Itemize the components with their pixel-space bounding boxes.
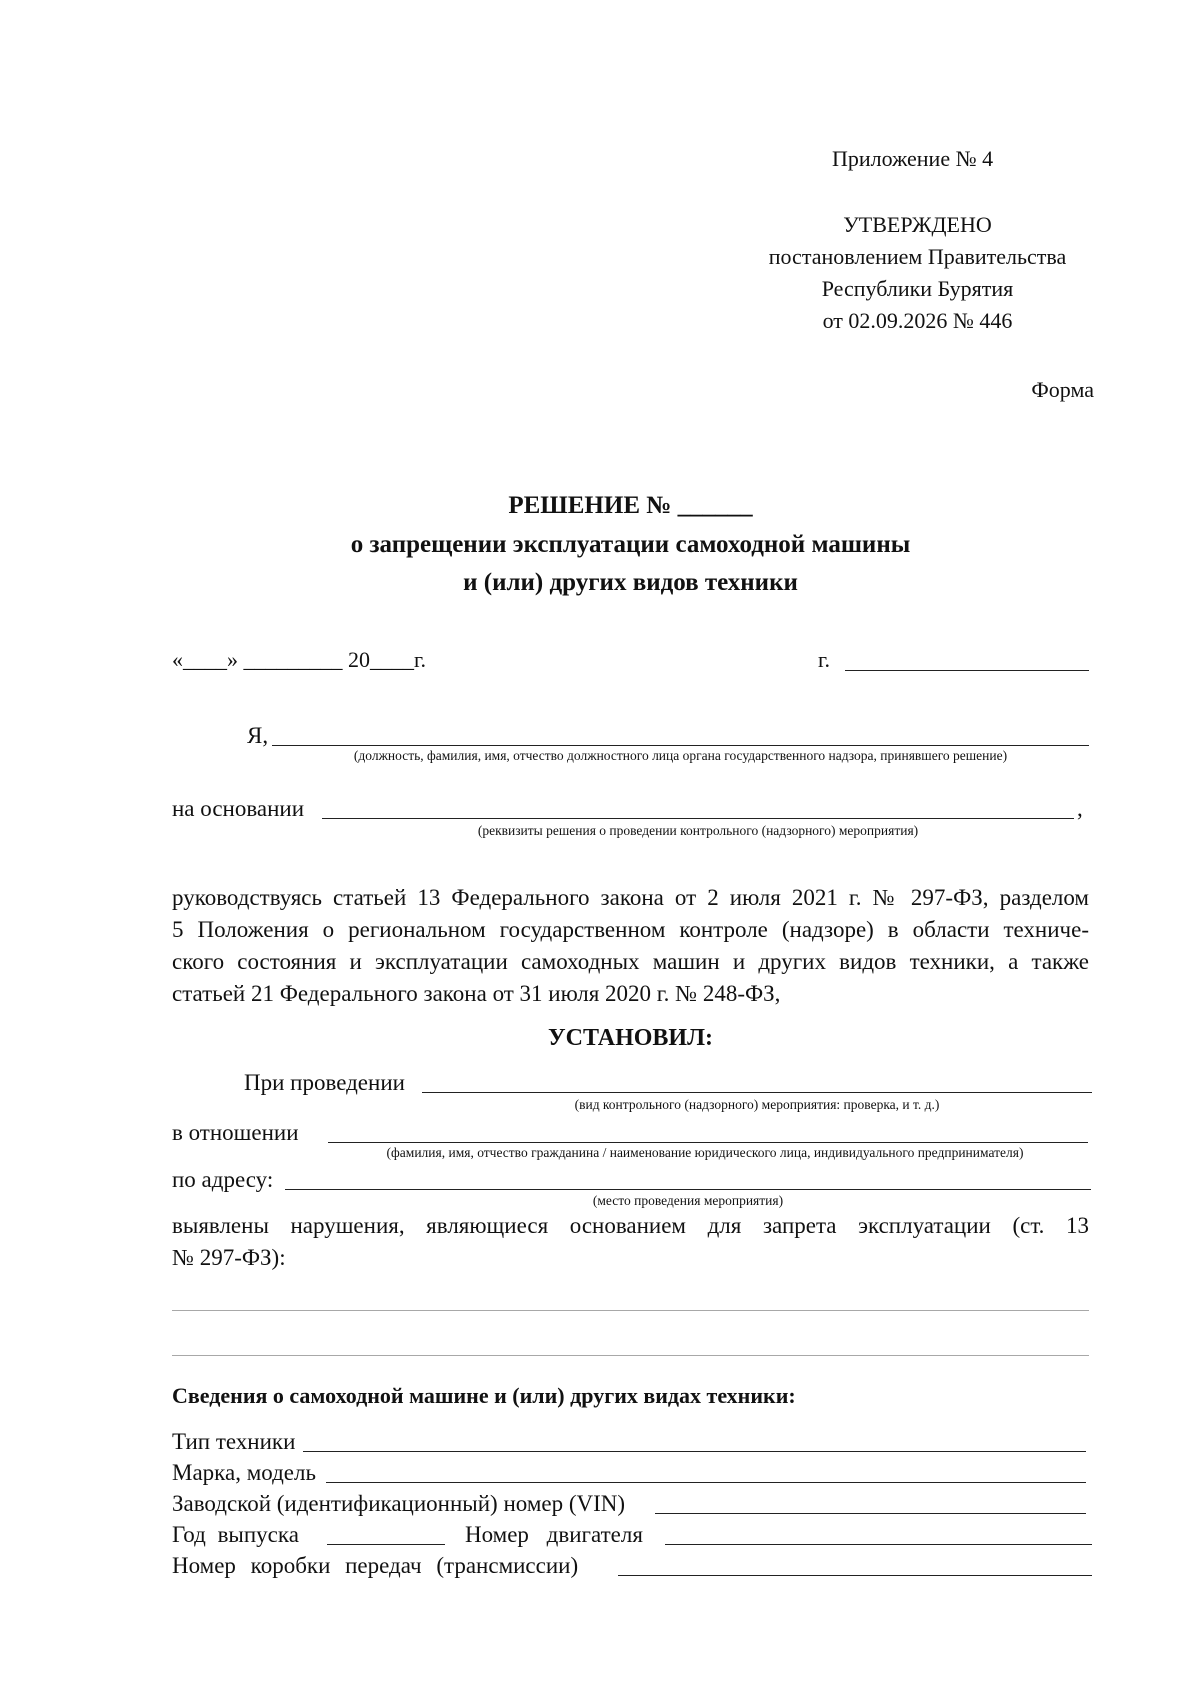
form-label: Форма	[1031, 377, 1094, 402]
vehicle-year-label: Год выпуска	[172, 1522, 299, 1547]
subject-prefix: в отношении	[172, 1120, 299, 1145]
vehicle-gearbox-label: Номер коробки передач (трансмиссии)	[172, 1553, 579, 1578]
vehicle-model-field[interactable]	[326, 1482, 1086, 1483]
vehicle-vin-label: Заводской (идентификационный) номер (VIN)	[172, 1491, 626, 1516]
violations-field-line-2[interactable]	[172, 1355, 1089, 1356]
inspection-hint: (вид контрольного (надзорного) мероприятия: проверка, и т. д.)	[574, 1097, 940, 1112]
vehicle-model-label: Марка, модель	[172, 1460, 316, 1485]
violations-line: выявлены нарушения, являющиеся основанием для запрета эксплуатации (ст. 13	[172, 1213, 1089, 1238]
basis-suffix: ,	[1077, 796, 1083, 821]
violations-field-line-1[interactable]	[172, 1310, 1089, 1311]
vehicle-vin-field[interactable]	[655, 1513, 1086, 1514]
vehicle-engine-field[interactable]	[665, 1544, 1092, 1545]
appendix-label: Приложение № 4	[832, 146, 994, 171]
violations-paragraph	[172, 1210, 1089, 1274]
vehicle-type-label: Тип техники	[172, 1429, 296, 1454]
inspection-prefix: При проведении	[244, 1070, 405, 1095]
address-hint: (место проведения мероприятия)	[592, 1193, 784, 1208]
address-prefix: по адресу:	[172, 1167, 274, 1192]
approved-by-line-2: Республики Бурятия	[821, 276, 1014, 301]
approved-label: УТВЕРЖДЕНО	[843, 212, 992, 237]
official-prefix: Я,	[247, 723, 269, 748]
legal-paragraph	[172, 882, 1089, 1010]
official-hint: (должность, фамилия, имя, отчество должностного лица органа государственного надзора, принявшего решение)	[353, 748, 1008, 763]
vehicle-gearbox-field[interactable]	[618, 1575, 1092, 1576]
decision-subtitle-1: о запрещении эксплуатации самоходной машины	[350, 531, 911, 558]
subject-field[interactable]	[328, 1142, 1088, 1143]
vehicle-type-field[interactable]	[303, 1451, 1086, 1452]
date-field[interactable]: «____» _________ 20____г.	[172, 647, 427, 672]
subject-hint: (фамилия, имя, отчество гражданина / наименование юридического лица, индивидуального предпринимателя)	[386, 1145, 1024, 1160]
official-field[interactable]	[272, 745, 1089, 746]
violations-line: № 297-ФЗ):	[172, 1245, 286, 1270]
inspection-field[interactable]	[422, 1092, 1092, 1093]
vehicle-engine-label: Номер двигателя	[465, 1522, 643, 1547]
address-field[interactable]	[285, 1189, 1091, 1190]
vehicle-info-heading: Сведения о самоходной машине и (или) других видах техники:	[172, 1383, 796, 1408]
legal-line: 5 Положения о региональном государственном контроле (надзоре) в области техниче-	[172, 917, 1089, 942]
decision-title: РЕШЕНИЕ № ______	[508, 492, 753, 519]
basis-hint: (реквизиты решения о проведении контрольного (надзорного) мероприятия)	[477, 823, 919, 838]
basis-field[interactable]	[322, 818, 1074, 819]
basis-prefix: на основании	[172, 796, 305, 821]
vehicle-year-field[interactable]	[327, 1544, 445, 1545]
decision-subtitle-2: и (или) других видов техники	[463, 569, 798, 596]
approved-by-line-1: постановлением Правительства	[768, 244, 1067, 269]
legal-line: статьей 21 Федерального закона от 31 июля 2020 г. № 248-ФЗ,	[172, 981, 781, 1006]
legal-line: руководствуясь статьей 13 Федерального закона от 2 июля 2021 г. № 297-ФЗ, разделом	[172, 885, 1089, 910]
approved-date: от 02.09.2026 № 446	[822, 308, 1013, 333]
legal-line: ского состояния и эксплуатации самоходных машин и других видов техники, а также	[172, 949, 1089, 974]
city-field[interactable]	[845, 670, 1089, 671]
city-prefix: г.	[818, 647, 831, 672]
established-heading: УСТАНОВИЛ:	[548, 1025, 713, 1051]
